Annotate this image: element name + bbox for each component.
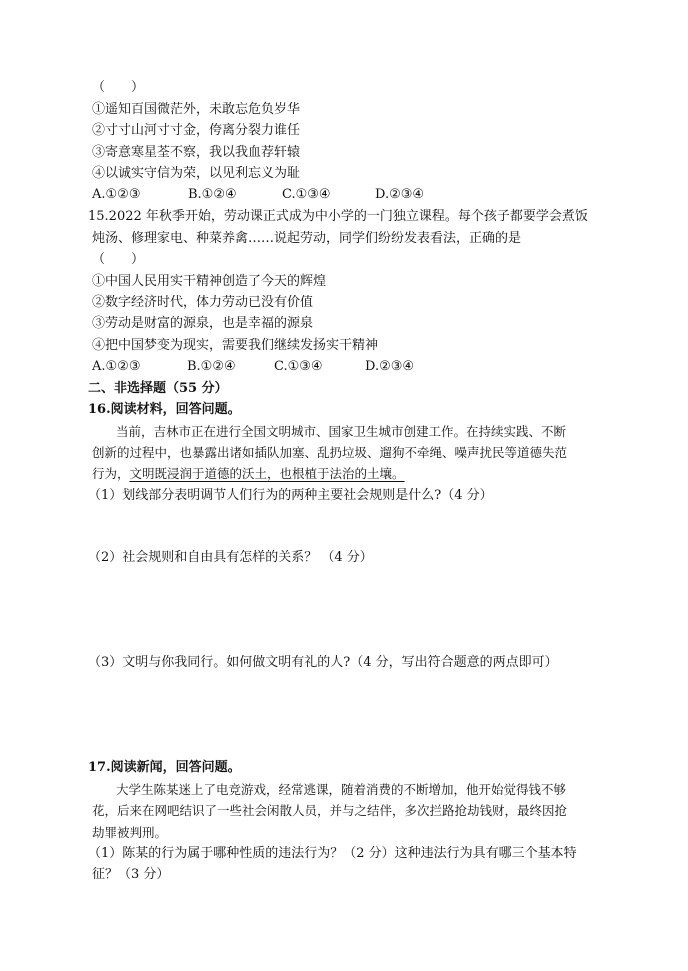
q15-option-a: A.①②③ — [92, 359, 141, 374]
q16-material-line2: 创新的过程中，也暴露出诸如插队加塞、乱扔垃圾、遛狗不牵绳、噪声扰民等道德失范 — [92, 445, 568, 460]
q17-material-line3: 劫罪被判刑。 — [92, 825, 168, 840]
q16-underlined-text: 文明既浸润于道德的沃土，也根植于法治的土壤。 — [129, 466, 405, 481]
q14-option-c: C.①③④ — [282, 187, 331, 202]
q17-material-line2: 花，后来在网吧结识了一些社会闲散人员，并与之结伴，多次拦路抢劫钱财，最终因抢 — [92, 803, 568, 818]
q16-subquestion-3: （3）文明与你我同行。如何做文明有礼的人?（4 分，写出符合题意的两点即可） — [88, 655, 558, 670]
q15-options — [92, 358, 492, 376]
q16-subquestion-2: （2）社会规则和自由具有怎样的关系？ （4 分） — [88, 550, 373, 565]
q15-option-c: C.①③④ — [274, 359, 323, 374]
q14-item-1: ①遥知百国微茫外，未敢忘危负岁华 — [92, 102, 301, 117]
q16-material-line3 — [92, 465, 405, 483]
q15-option-b: B.①②④ — [187, 359, 236, 374]
q14-option-b: B.①②④ — [188, 187, 237, 202]
q17-title: 17.阅读新闻，回答问题。 — [88, 760, 241, 775]
q15-stem-line1: 15.2022 年秋季开始，劳动课正式成为中小学的一门独立课程。每个孩子都要学会煮饭 — [88, 209, 588, 224]
section-heading: 二、非选择题（55 分） — [88, 381, 228, 396]
q14-options — [92, 186, 492, 204]
q17-subquestion-1-line1: （1）陈某的行为属于哪种性质的违法行为？（2 分）这种违法行为具有哪三个基本特 — [88, 846, 577, 861]
q15-item-1: ①中国人民用实干精神创造了今天的辉煌 — [92, 274, 327, 289]
q16-title: 16.阅读材料，回答问题。 — [88, 402, 241, 417]
q14-answer-blank: （ ） — [92, 80, 145, 95]
q14-option-a: A.①②③ — [92, 187, 141, 202]
q15-item-4: ④把中国梦变为现实，需要我们继续发扬实干精神 — [92, 338, 379, 353]
q15-item-2: ②数字经济时代，体力劳动已没有价值 — [92, 295, 314, 310]
q14-item-4: ④以诚实守信为荣，以见利忘义为耻 — [92, 166, 301, 181]
q16-subquestion-1: （1）划线部分表明调节人们行为的两种主要社会规则是什么?（4 分） — [88, 488, 493, 503]
q14-option-d: D.②③④ — [375, 187, 425, 202]
q14-item-2: ②寸寸山河寸寸金，侉离分裂力谁任 — [92, 123, 301, 138]
q16-material-line1: 当前，吉林市正在进行全国文明城市、国家卫生城市创建工作。在持续实践、不断 — [116, 424, 567, 439]
q14-item-3: ③寄意寒星荃不察，我以我血荐轩辕 — [92, 145, 301, 160]
q17-material-line1: 大学生陈某迷上了电竞游戏，经常逃课，随着消费的不断增加，他开始觉得钱不够 — [116, 782, 567, 797]
q16-material-line3-prefix: 行为， — [92, 466, 130, 481]
q15-option-d: D.②③④ — [365, 359, 415, 374]
q17-subquestion-1-line2: 征？（3 分） — [92, 867, 170, 882]
q15-stem-line2: 炖汤、修理家电、种菜养禽……说起劳动，同学们纷纷发表看法，正确的是 — [92, 231, 522, 246]
q15-item-3: ③劳动是财富的源泉，也是幸福的源泉 — [92, 316, 314, 331]
q15-answer-blank: （ ） — [92, 252, 145, 267]
